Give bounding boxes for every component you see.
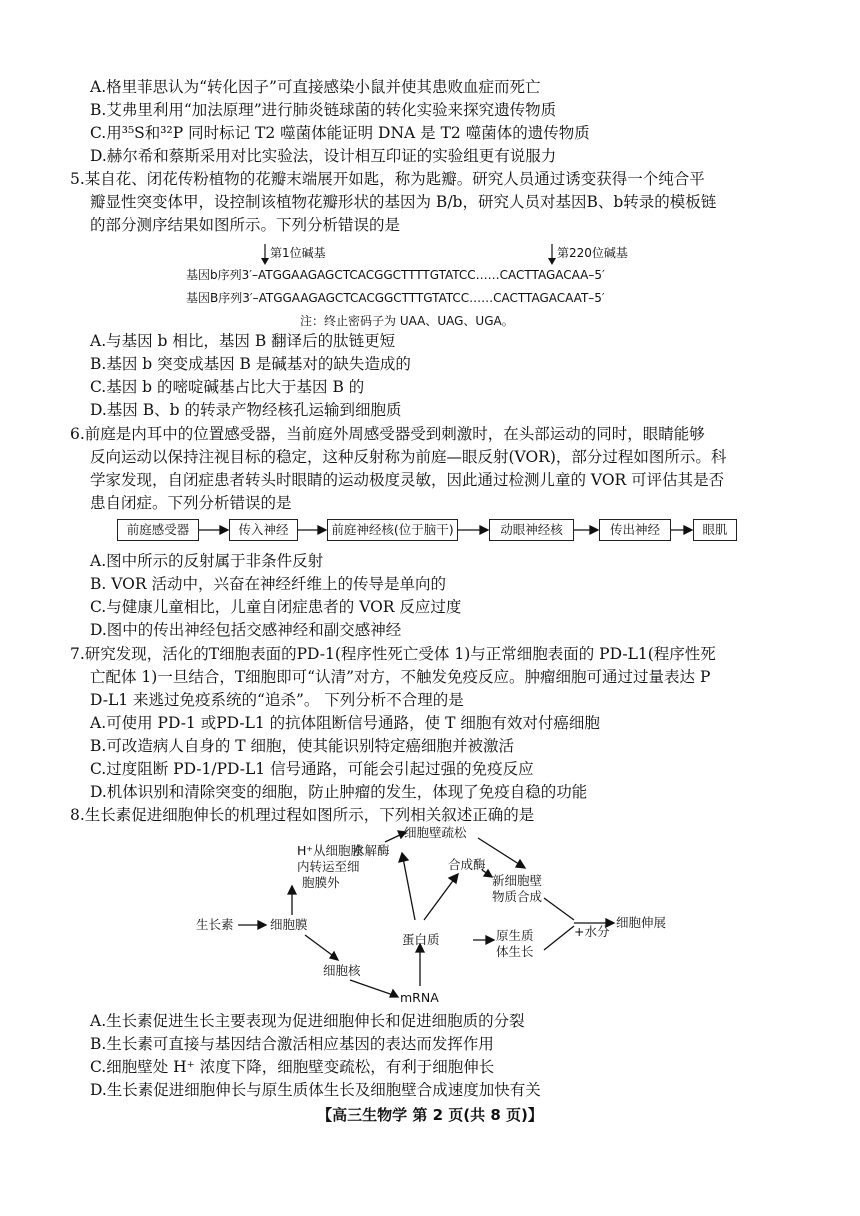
flow-afferent-nerve: 传入神经 bbox=[229, 519, 298, 541]
flow-eye-muscle: 眼肌 bbox=[693, 519, 737, 541]
node-new-wall-2: 物质合成 bbox=[492, 889, 543, 904]
q6-option-d: D.图中的传出神经包括交感神经和副交感神经 bbox=[90, 621, 402, 639]
q7-stem-3: D-L1 来逃过免疫系统的“追杀”。 下列分析不合理的是 bbox=[90, 691, 464, 709]
page-footer: 【高三生物学 第 2 页(共 8 页)】 bbox=[317, 1106, 543, 1124]
q5-option-d: D.基因 B、b 的转录产物经核孔运输到细胞质 bbox=[90, 401, 402, 419]
first-base-label: 第1位碱基 bbox=[270, 246, 326, 260]
q6-stem-3: 学家发现，自闭症患者转头时眼睛的运动极度灵敏，因此通过检测儿童的 VOR 可评估其是否 bbox=[90, 471, 725, 489]
node-synthase: 合成酶 bbox=[448, 857, 486, 872]
q7-option-b: B.可改造病人自身的 T 细胞，使其能识别特定癌细胞并被激活 bbox=[90, 737, 515, 755]
q5-stem-2: 瓣显性突变体甲，设控制该植物花瓣形状的基因为 B/b，研究人员对基因B、b转录的模板链 bbox=[90, 193, 717, 211]
flow-vestibular-nucleus: 前庭神经核(位于脑干) bbox=[327, 519, 458, 541]
node-protoplast-1: 原生质 bbox=[496, 928, 534, 943]
q5-stem-1: 5.某自花、闭花传粉植物的花瓣末端展开如匙，称为匙瓣。研究人员通过诱变获得一个纯合平 bbox=[70, 170, 705, 188]
q4-option-d: D.赫尔希和蔡斯采用对比实验法，设计相互印证的实验组更有说服力 bbox=[90, 147, 557, 165]
flow-efferent-nerve: 传出神经 bbox=[599, 519, 671, 541]
base-220-label: 第220位碱基 bbox=[557, 246, 628, 260]
q8-option-b: B.生长素可直接与基因结合激活相应基因的表达而发挥作用 bbox=[90, 1035, 494, 1053]
q7-stem-2: 亡配体 1)一旦结合，T细胞即可“认清”对方，不触发免疫反应。肿瘤细胞可通过过量表达 P bbox=[90, 668, 711, 686]
q6-stem-2: 反向运动以保持注视目标的稳定，这种反射称为前庭—眼反射(VOR)，部分过程如图所示。科 bbox=[90, 448, 727, 466]
diagram-arrows bbox=[0, 820, 860, 1010]
node-h-transport-3: 胞膜外 bbox=[302, 875, 340, 890]
q5-option-a: A.与基因 b 相比，基因 B 翻译后的肽链更短 bbox=[90, 332, 396, 350]
q8-option-a: A.生长素促进生长主要表现为促进细胞伸长和促进细胞质的分裂 bbox=[90, 1012, 525, 1030]
node-wall-loosening: 细胞壁疏松 bbox=[404, 825, 467, 840]
gene-b-sequence: 基因b序列3′–ATGGAAGAGCTCACGGCTTTTGTATCC……CACTTAGACAA–5′ bbox=[186, 268, 605, 282]
node-mrna: mRNA bbox=[400, 990, 439, 1005]
q6-option-b: B. VOR 活动中，兴奋在神经纤维上的传导是单向的 bbox=[90, 575, 446, 593]
q4-option-c: C.用³⁵S和³²P 同时标记 T2 噬菌体能证明 DNA 是 T2 噬菌体的遗传物质 bbox=[90, 124, 590, 142]
node-protein: 蛋白质 bbox=[402, 932, 440, 947]
node-water: +水分 bbox=[574, 924, 610, 939]
q8-option-c: C.细胞壁处 H⁺ 浓度下降，细胞壁变疏松，有利于细胞伸长 bbox=[90, 1058, 495, 1076]
flow-oculomotor-nucleus: 动眼神经核 bbox=[489, 519, 574, 541]
q7-option-c: C.过度阻断 PD-1/PD-L1 信号通路，可能会引起过强的免疫反应 bbox=[90, 760, 534, 778]
node-h-transport-2: 内转运至细 bbox=[297, 859, 360, 874]
node-auxin: 生长素 bbox=[196, 917, 234, 932]
q6-option-c: C.与健康儿童相比，儿童自闭症患者的 VOR 反应过度 bbox=[90, 598, 462, 616]
node-h-transport-1: H⁺从细胞膜 bbox=[297, 843, 363, 858]
node-protoplast-2: 体生长 bbox=[496, 944, 534, 959]
q4-option-a: A.格里菲思认为“转化因子”可直接感染小鼠并使其患败血症而死亡 bbox=[90, 78, 541, 96]
stop-codon-note: 注：终止密码子为 UAA、UAG、UGA。 bbox=[300, 314, 514, 328]
q6-stem-1: 6.前庭是内耳中的位置感受器，当前庭外周感受器受到刺激时，在头部运动的同时，眼睛能够 bbox=[70, 425, 705, 443]
q4-option-b: B.艾弗里利用“加法原理”进行肺炎链球菌的转化实验来探究遗传物质 bbox=[90, 101, 557, 119]
q7-option-a: A.可使用 PD-1 或PD-L1 的抗体阻断信号通路，使 T 细胞有效对付癌细胞 bbox=[90, 714, 600, 732]
q5-option-b: B.基因 b 突变成基因 B 是碱基对的缺失造成的 bbox=[90, 355, 411, 373]
node-cell-membrane: 细胞膜 bbox=[270, 917, 308, 932]
node-cell-elongation: 细胞伸展 bbox=[616, 915, 667, 930]
node-nucleus: 细胞核 bbox=[323, 963, 361, 978]
gene-B-sequence: 基因B序列3′–ATGGAAGAGCTCACGGCTTTGTATCC……CACTTAGACAAT–5′ bbox=[186, 291, 605, 305]
q6-option-a: A.图中所示的反射属于非条件反射 bbox=[90, 552, 324, 570]
flow-vestibular-receptor: 前庭感受器 bbox=[117, 519, 199, 541]
q8-option-d: D.生长素促进细胞伸长与原生质体生长及细胞壁合成速度加快有关 bbox=[90, 1081, 541, 1099]
node-new-wall-1: 新细胞壁 bbox=[492, 873, 543, 888]
node-hydrolase: 水解酶 bbox=[352, 843, 390, 858]
q6-stem-4: 患自闭症。下列分析错误的是 bbox=[90, 494, 292, 512]
q7-stem-1: 7.研究发现，活化的T细胞表面的PD-1(程序性死亡受体 1)与正常细胞表面的 PD-L1(程序性死 bbox=[70, 645, 716, 663]
q5-stem-3: 的部分测序结果如图所示。下列分析错误的是 bbox=[90, 216, 401, 234]
q7-option-d: D.机体识别和清除突变的细胞，防止肿瘤的发生，体现了免疫自稳的功能 bbox=[90, 783, 588, 801]
q8-stem: 8.生长素促进细胞伸长的机理过程如图所示，下列相关叙述正确的是 bbox=[70, 806, 535, 824]
q5-option-c: C.基因 b 的嘧啶碱基占比大于基因 B 的 bbox=[90, 378, 365, 396]
